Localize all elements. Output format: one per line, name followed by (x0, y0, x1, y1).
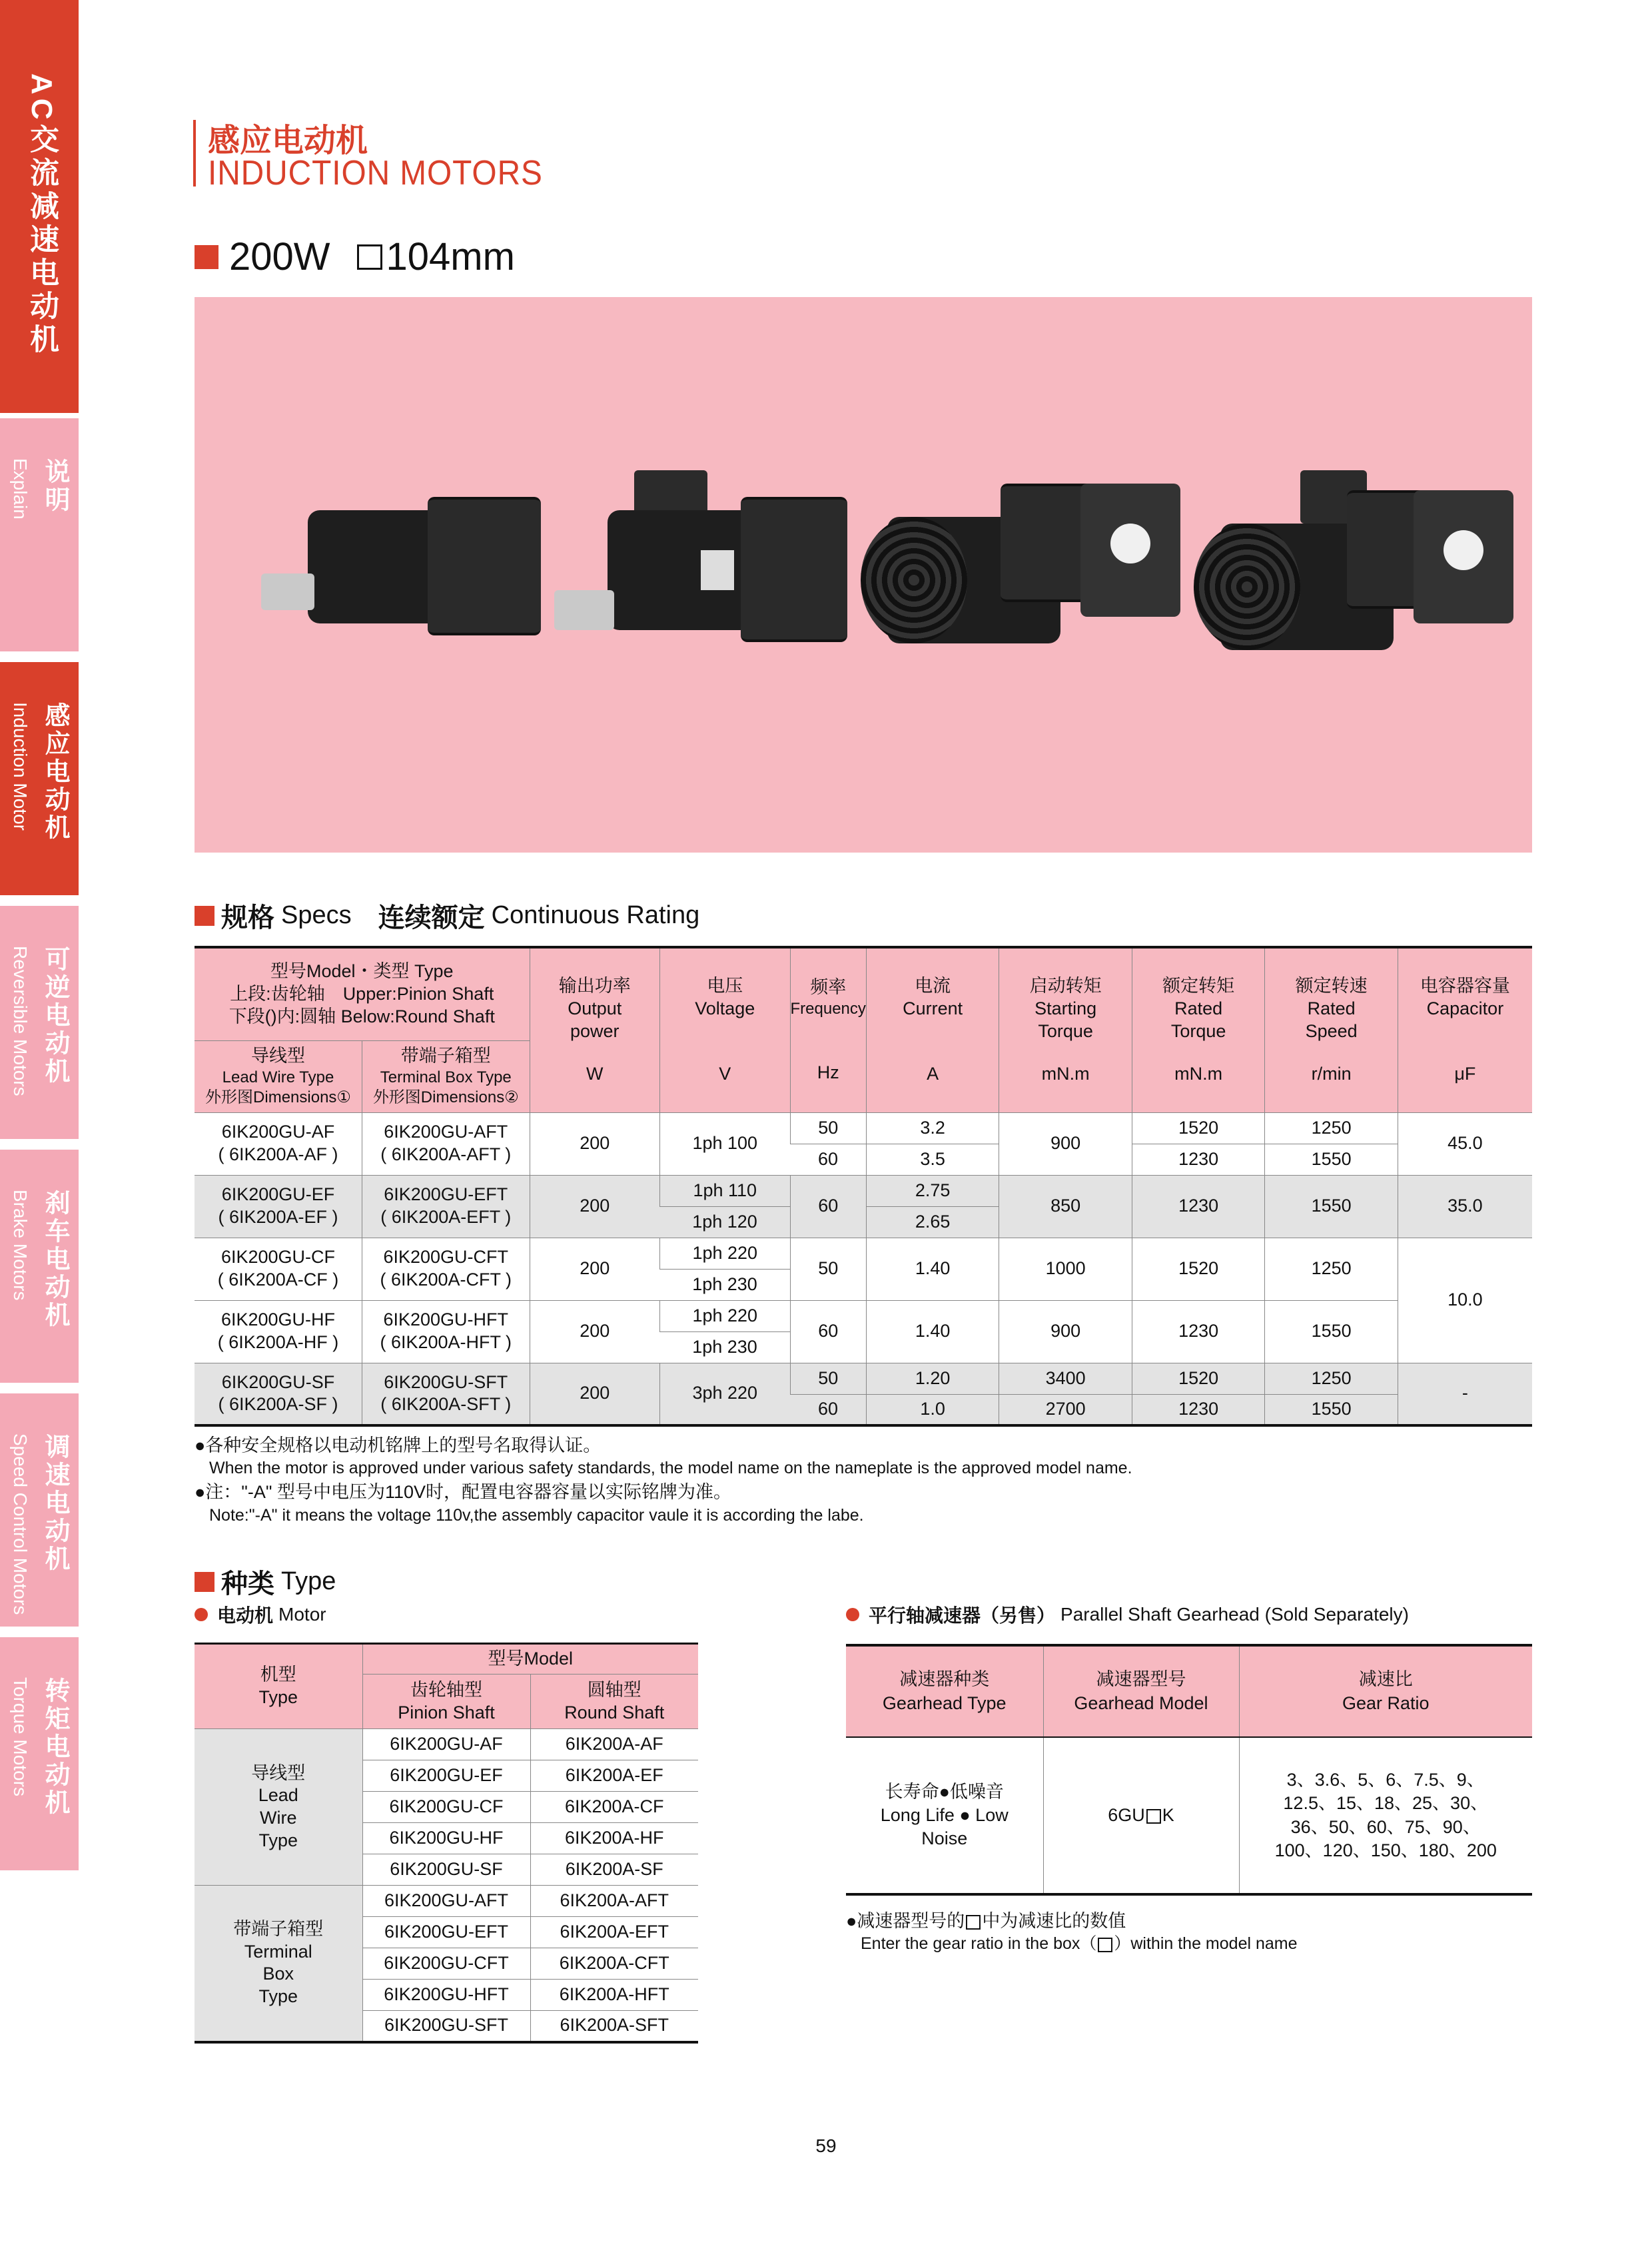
frequency-header-en: Frequency (790, 999, 866, 1018)
gear-ratio-line: 12.5、15、18、25、30、 (1283, 1793, 1489, 1814)
terminal-box-header-en: Terminal Box Type (380, 1068, 512, 1086)
model-header-l1: 型号Model・类型 Type (270, 961, 454, 982)
power-header-cn: 输出功率 (558, 976, 631, 996)
pinion-model-cell: 6IK200GU-AFT (362, 1886, 530, 1917)
sidebar-item-cn: 调速电动机 (41, 1433, 69, 1573)
specs-title-cn: 规格 (221, 903, 274, 933)
lead-wire-header-en: Lead Wire Type (222, 1068, 334, 1086)
power-size-line (195, 234, 515, 279)
lead-group-cn: 导线型 (251, 1762, 306, 1783)
rated-torque-cell: 1230 (1132, 1300, 1264, 1363)
red-dot-icon (195, 1608, 208, 1621)
round-header-en: Round Shaft (564, 1702, 665, 1722)
gearhead-subtitle-cn: 平行轴减速器（另售） (869, 1605, 1056, 1626)
round-model-cell: 6IK200A-SFT (530, 2011, 698, 2042)
power-rating: 200W (229, 235, 330, 278)
voltage-cell: 1ph 230 (660, 1331, 791, 1363)
model-cell: 6IK200GU-HFT (383, 1309, 509, 1330)
rated-speed-unit: r/min (1311, 1063, 1352, 1084)
power-cell: 200 (530, 1363, 659, 1425)
lead-wire-dim: 外形图Dimensions① (205, 1088, 351, 1106)
frame-size: 104mm (386, 235, 515, 278)
model-cell: ( 6IK200A-EF ) (218, 1207, 338, 1227)
type-title-cn: 种类 (221, 1569, 274, 1599)
starting-torque-header-en1: Starting (1034, 998, 1097, 1018)
table-row (195, 1300, 1532, 1331)
sidebar-item-en: Induction Motor (10, 702, 31, 831)
sidebar-item-speed-control-motors[interactable] (0, 1393, 79, 1627)
model-header-l2: 上段:齿轮轴 Upper:Pinion Shaft (230, 983, 494, 1004)
motor-round-terminal-image (1194, 470, 1513, 657)
gearhead-note-en-a: Enter the gear ratio in the box（ (861, 1934, 1097, 1954)
terminal-group-en1: Terminal (244, 1941, 312, 1962)
capacitor-cell: 10.0 (1398, 1238, 1532, 1363)
terminal-box-header-cn: 带端子箱型 (400, 1046, 491, 1066)
box-placeholder-icon (966, 1915, 981, 1930)
gearhead-model-header-en: Gearhead Model (1074, 1692, 1208, 1713)
rating-title-cn: 连续额定 (378, 903, 485, 933)
model-cell: ( 6IK200A-CF ) (217, 1270, 339, 1290)
power-cell: 200 (530, 1238, 659, 1300)
voltage-cell: 1ph 220 (660, 1300, 791, 1331)
red-dot-icon (846, 1608, 859, 1621)
model-cell: 6IK200GU-AFT (384, 1122, 508, 1142)
pinion-header-cn: 齿轮轴型 (410, 1679, 482, 1700)
gearhead-type-cn: 长寿命●低噪音 (885, 1781, 1004, 1802)
sidebar-item-en: Reversible Motors (10, 946, 31, 1096)
voltage-header-cn: 电压 (707, 976, 743, 996)
capacitor-header-cn: 电容器容量 (1420, 976, 1510, 996)
gearhead-model-prefix: 6GU (1108, 1804, 1145, 1825)
sidebar-item-en: Torque Motors (10, 1677, 31, 1796)
spec-table (195, 946, 1532, 1427)
capacitor-cell: 45.0 (1398, 1112, 1532, 1175)
frequency-cell: 60 (790, 1144, 866, 1175)
square-frame-icon (357, 244, 382, 270)
voltage-cell: 1ph 230 (660, 1269, 791, 1300)
model-cell: 6IK200GU-EFT (384, 1184, 508, 1205)
starting-torque-header-en2: Torque (1038, 1020, 1093, 1041)
gearhead-type-en1: Long Life ● Low (880, 1804, 1009, 1825)
voltage-header-en: Voltage (695, 998, 755, 1018)
rated-torque-unit: mN.m (1174, 1063, 1223, 1084)
round-model-cell: 6IK200A-HF (530, 1823, 698, 1854)
sidebar-item-cn: 刹车电动机 (41, 1190, 69, 1329)
current-cell: 1.20 (866, 1363, 999, 1394)
motor-pinion-lead-image (261, 497, 541, 650)
rated-torque-cell: 1520 (1132, 1238, 1264, 1300)
rated-speed-cell: 1550 (1265, 1394, 1398, 1425)
page-number: 59 (815, 2135, 837, 2156)
type-header-en: Type (258, 1687, 298, 1707)
power-header-en1: Output (568, 998, 622, 1018)
note-1-en: When the motor is approved under various safety standards, the model name on the nameplate is the approved model name. (209, 1459, 1132, 1478)
table-row (195, 1363, 1532, 1394)
model-cell: 6IK200GU-SF (221, 1371, 335, 1392)
model-cell: ( 6IK200A-AF ) (218, 1144, 338, 1164)
power-header-en2: power (570, 1020, 620, 1041)
model-cell: 6IK200GU-EF (221, 1184, 335, 1205)
gear-ratio-header-cn: 减速比 (1358, 1669, 1413, 1690)
rated-speed-cell: 1250 (1265, 1238, 1398, 1300)
rated-torque-cell: 1230 (1132, 1394, 1264, 1425)
terminal-box-dim: 外形图Dimensions② (372, 1088, 519, 1106)
pinion-model-cell: 6IK200GU-HFT (362, 1980, 530, 2011)
page-title-en: INDUCTION MOTORS (208, 154, 543, 192)
pinion-model-cell: 6IK200GU-EF (362, 1760, 530, 1792)
model-cell: ( 6IK200A-AFT ) (380, 1144, 512, 1164)
model-cell: 6IK200GU-AF (221, 1122, 335, 1142)
terminal-group-en3: Type (258, 1986, 298, 2006)
frequency-cell: 50 (790, 1363, 866, 1394)
rated-speed-cell: 1550 (1265, 1144, 1398, 1175)
page-title-cn: 感应电动机 (208, 123, 368, 159)
frequency-cell: 60 (790, 1394, 866, 1425)
current-cell: 3.2 (866, 1112, 999, 1144)
rating-title-en: Continuous Rating (491, 901, 700, 929)
motor-type-table (195, 1643, 698, 2044)
note-2-en: Note:"-A" it means the voltage 110v,the assembly capacitor vaule it is according the labe. (209, 1505, 864, 1525)
table-row (195, 1112, 1532, 1144)
table-row (846, 1737, 1532, 1894)
round-model-cell: 6IK200A-AFT (530, 1886, 698, 1917)
current-header-en: Current (903, 998, 963, 1018)
sidebar-item-cn: 转矩电动机 (41, 1677, 69, 1817)
frequency-cell: 50 (790, 1238, 866, 1300)
motor-subtitle (195, 1601, 326, 1628)
round-model-cell: 6IK200A-SF (530, 1854, 698, 1886)
table-row (195, 1886, 698, 1917)
gearhead-note-cn-a: ●减速器型号的 (846, 1911, 965, 1931)
current-unit: A (927, 1063, 939, 1084)
rated-torque-header-en2: Torque (1170, 1020, 1226, 1041)
round-model-cell: 6IK200A-EF (530, 1760, 698, 1792)
current-cell: 1.40 (866, 1238, 999, 1300)
voltage-cell: 3ph 220 (660, 1363, 791, 1425)
pinion-header-en: Pinion Shaft (398, 1702, 495, 1722)
starting-torque-cell: 900 (999, 1300, 1132, 1363)
power-cell: 200 (530, 1175, 659, 1238)
type-title-en: Type (281, 1567, 336, 1595)
voltage-unit: V (719, 1063, 731, 1084)
rated-speed-cell: 1550 (1265, 1300, 1398, 1363)
model-cell: ( 6IK200A-SFT ) (380, 1394, 512, 1415)
gearhead-model-cell (1043, 1737, 1239, 1894)
lead-group-en3: Type (258, 1830, 298, 1850)
lead-group-en1: Lead (258, 1785, 298, 1806)
specs-section-title (195, 897, 699, 934)
round-model-cell: 6IK200A-HFT (530, 1980, 698, 2011)
table-row (195, 1238, 1532, 1269)
frequency-cell: 60 (790, 1300, 866, 1363)
gear-ratio-line: 36、50、60、75、90、 (1290, 1816, 1481, 1837)
frequency-header-cn: 频率 (810, 977, 847, 997)
red-square-icon (195, 245, 218, 269)
rated-speed-header-cn: 额定转速 (1295, 976, 1368, 996)
sidebar-item-cn: 感应电动机 (41, 702, 69, 842)
sidebar-item-en: Brake Motors (10, 1190, 31, 1301)
rated-speed-header-en2: Speed (1305, 1020, 1358, 1041)
capacitor-unit: μF (1454, 1063, 1476, 1084)
gearhead-note-en-b: ）within the model name (1114, 1934, 1298, 1954)
red-square-icon (195, 1572, 214, 1592)
rated-speed-cell: 1550 (1265, 1175, 1398, 1238)
sidebar-item-brake-motors[interactable] (0, 1150, 79, 1383)
spec-notes (195, 1433, 1532, 1527)
rated-torque-header-cn: 额定转矩 (1162, 976, 1235, 996)
starting-torque-cell: 3400 (999, 1363, 1132, 1394)
rated-torque-cell: 1230 (1132, 1175, 1264, 1238)
power-cell: 200 (530, 1300, 659, 1363)
gearhead-table (846, 1644, 1532, 1896)
round-model-cell: 6IK200A-EFT (530, 1917, 698, 1948)
sidebar-item-explain[interactable] (0, 418, 79, 651)
sidebar-item-cn: 说明 (41, 458, 69, 514)
rated-speed-cell: 1250 (1265, 1363, 1398, 1394)
rated-torque-header-en1: Rated (1174, 998, 1223, 1018)
gear-ratio-line: 100、120、150、180、200 (1274, 1840, 1497, 1860)
starting-torque-cell: 900 (999, 1112, 1132, 1175)
voltage-cell: 1ph 220 (660, 1238, 791, 1269)
lead-wire-header-cn: 导线型 (251, 1046, 305, 1066)
voltage-cell: 1ph 120 (660, 1206, 791, 1238)
starting-torque-cell: 850 (999, 1175, 1132, 1238)
terminal-group-cn: 带端子箱型 (233, 1918, 324, 1939)
rated-speed-header-en1: Rated (1307, 998, 1356, 1018)
table-row (195, 1175, 1532, 1206)
box-placeholder-icon (1146, 1809, 1161, 1824)
gearhead-note-cn-b: 中为减速比的数值 (982, 1911, 1126, 1931)
sidebar-main-label: AC交流减速电动机 (25, 73, 58, 357)
power-unit: W (586, 1063, 604, 1084)
model-cell: 6IK200GU-CF (220, 1247, 336, 1268)
frequency-unit: Hz (817, 1062, 839, 1082)
red-square-icon (195, 906, 214, 926)
current-cell: 2.75 (866, 1175, 999, 1206)
specs-title-en: Specs (281, 901, 352, 929)
model-header: 型号Model (362, 1644, 698, 1675)
starting-torque-header-cn: 启动转矩 (1029, 976, 1102, 996)
gearhead-subtitle-en: Parallel Shaft Gearhead (Sold Separately) (1060, 1604, 1409, 1625)
gearhead-model-header-cn: 减速器型号 (1096, 1669, 1186, 1690)
gearhead-model-suffix: K (1162, 1804, 1174, 1825)
pinion-model-cell: 6IK200GU-CF (362, 1792, 530, 1823)
model-cell: 6IK200GU-SFT (384, 1371, 508, 1392)
model-cell: 6IK200GU-HF (220, 1309, 336, 1330)
current-header-cn: 电流 (915, 976, 951, 996)
sidebar-main-tab[interactable] (0, 0, 79, 413)
sidebar-item-reversible-motors[interactable] (0, 906, 79, 1139)
pinion-model-cell: 6IK200GU-AF (362, 1729, 530, 1760)
motor-subtitle-cn: 电动机 (217, 1605, 274, 1626)
current-cell: 1.40 (866, 1300, 999, 1363)
capacitor-cell: - (1398, 1363, 1532, 1425)
capacitor-cell: 35.0 (1398, 1175, 1532, 1238)
model-cell: ( 6IK200A-HFT ) (380, 1332, 512, 1352)
model-cell: ( 6IK200A-EFT ) (380, 1207, 512, 1227)
round-header-cn: 圆轴型 (587, 1679, 641, 1700)
current-cell: 3.5 (866, 1144, 999, 1175)
gearhead-type-en2: Noise (921, 1828, 968, 1849)
model-cell: ( 6IK200A-HF ) (217, 1332, 339, 1352)
rated-torque-cell: 1520 (1132, 1363, 1264, 1394)
starting-torque-cell: 2700 (999, 1394, 1132, 1425)
sidebar-item-cn: 可逆电动机 (41, 946, 69, 1086)
gearhead-subtitle (846, 1601, 1409, 1628)
sidebar-item-torque-motors[interactable] (0, 1637, 79, 1870)
rated-torque-cell: 1230 (1132, 1144, 1264, 1175)
pinion-model-cell: 6IK200GU-SF (362, 1854, 530, 1886)
note-1-cn: ●各种安全规格以电动机铭牌上的型号名取得认证。 (195, 1435, 602, 1455)
product-photo (195, 297, 1532, 853)
sidebar-item-en: Speed Control Motors (10, 1433, 31, 1615)
motor-round-lead-image (861, 470, 1180, 657)
starting-torque-cell: 1000 (999, 1238, 1132, 1300)
sidebar-item-induction-motor[interactable] (0, 662, 79, 895)
current-cell: 1.0 (866, 1394, 999, 1425)
pinion-model-cell: 6IK200GU-HF (362, 1823, 530, 1854)
table-row (195, 1729, 698, 1760)
model-cell: 6IK200GU-CFT (383, 1247, 509, 1268)
lead-group-en2: Wire (260, 1808, 297, 1828)
round-model-cell: 6IK200A-CF (530, 1792, 698, 1823)
capacitor-header-en: Capacitor (1426, 998, 1504, 1018)
gearhead-type-header-en: Gearhead Type (882, 1692, 1007, 1713)
pinion-model-cell: 6IK200GU-EFT (362, 1917, 530, 1948)
model-header-l3: 下段()内:圆轴 Below:Round Shaft (228, 1006, 495, 1026)
sidebar-item-en: Explain (10, 458, 31, 520)
power-cell: 200 (530, 1112, 659, 1175)
voltage-cell: 1ph 100 (660, 1112, 791, 1175)
frequency-cell: 60 (790, 1175, 866, 1238)
note-2-cn: ●注："-A" 型号中电压为110V时，配置电容器容量以实际铭牌为准。 (195, 1482, 732, 1503)
terminal-group-en2: Box (262, 1964, 294, 1984)
round-model-cell: 6IK200A-AF (530, 1729, 698, 1760)
header-accent-bar (193, 120, 196, 187)
voltage-cell: 1ph 110 (660, 1175, 791, 1206)
motor-subtitle-en: Motor (278, 1604, 326, 1625)
gearhead-note (846, 1909, 1532, 1956)
rated-speed-cell: 1250 (1265, 1112, 1398, 1144)
current-cell: 2.65 (866, 1206, 999, 1238)
gear-ratio-line: 3、3.6、5、6、7.5、9、 (1286, 1770, 1485, 1790)
box-placeholder-icon (1098, 1938, 1112, 1952)
frequency-cell: 50 (790, 1112, 866, 1144)
round-model-cell: 6IK200A-CFT (530, 1948, 698, 1980)
motor-pinion-terminal-image (554, 470, 847, 650)
pinion-model-cell: 6IK200GU-CFT (362, 1948, 530, 1980)
type-section-title (195, 1563, 336, 1601)
model-cell: ( 6IK200A-SF ) (218, 1394, 338, 1415)
rated-torque-cell: 1520 (1132, 1112, 1264, 1144)
starting-torque-unit: mN.m (1041, 1063, 1090, 1084)
pinion-model-cell: 6IK200GU-SFT (362, 2011, 530, 2042)
model-cell: ( 6IK200A-CFT ) (380, 1270, 512, 1290)
gearhead-type-header-cn: 减速器种类 (899, 1669, 990, 1690)
gear-ratio-header-en: Gear Ratio (1342, 1692, 1430, 1713)
type-header-cn: 机型 (260, 1665, 296, 1685)
